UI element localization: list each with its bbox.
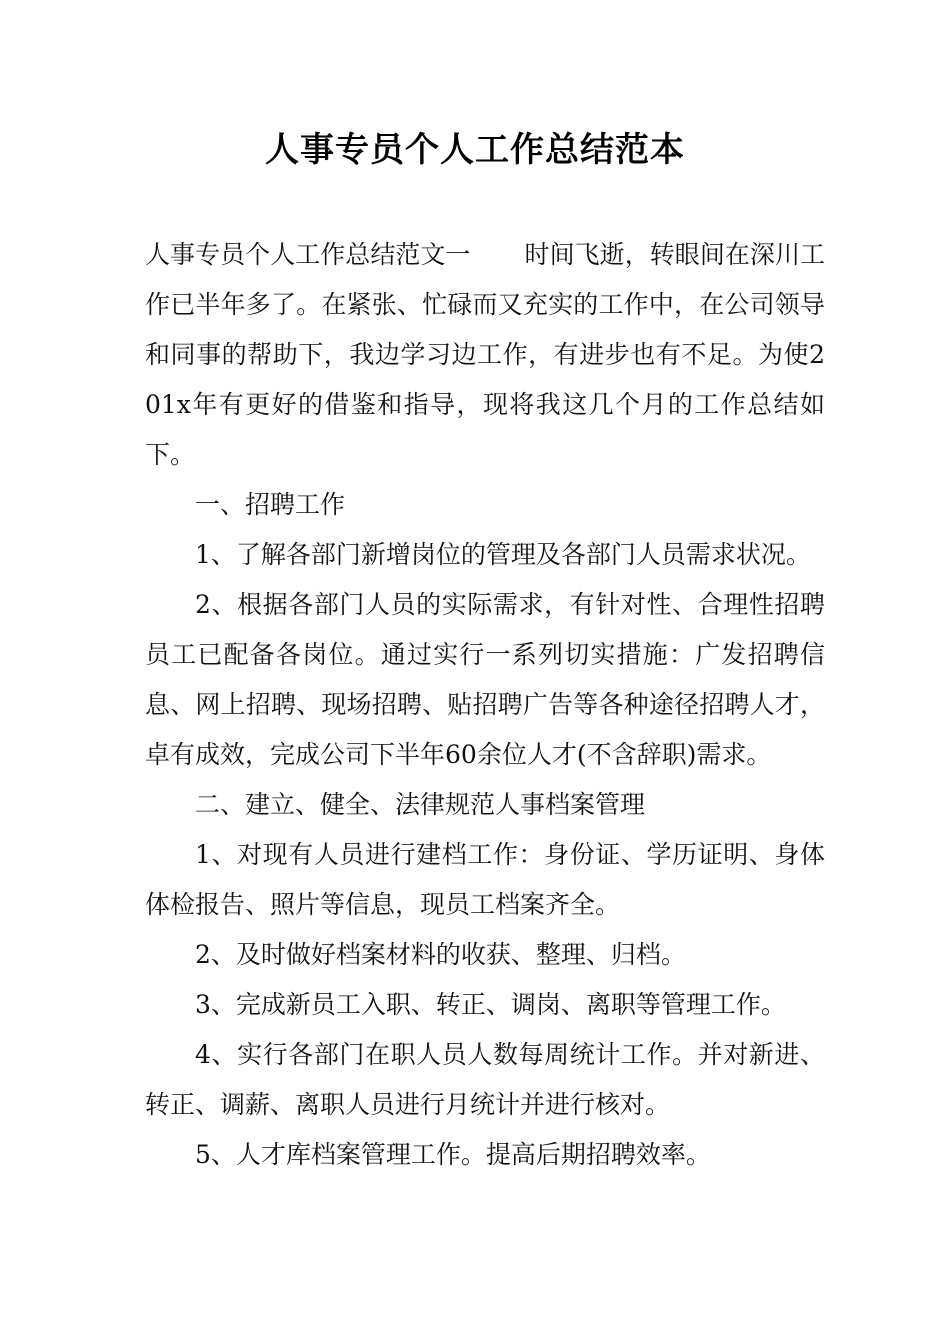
paragraph-archive-3: 3、完成新员工入职、转正、调岗、离职等管理工作。	[195, 990, 786, 1019]
intro-paragraph	[145, 230, 825, 480]
document-body	[145, 230, 825, 1180]
paragraph-archive-5: 5、人才库档案管理工作。提高后期招聘效率。	[195, 1140, 711, 1169]
paragraph-archive-1: 1、对现有人员进行建档工作：身份证、学历证明、身体体检报告、照片等信息，现员工档案齐全。	[145, 840, 825, 919]
paragraph-archive-4: 4、实行各部门在职人员人数每周统计工作。并对新进、转正、调薪、离职人员进行月统计并进行核对。	[145, 1040, 825, 1119]
section-heading-archive: 二、建立、健全、法律规范人事档案管理	[195, 790, 646, 819]
intro-lead: 人事专员个人工作总结范文一	[145, 240, 471, 269]
paragraph-recruitment-2: 2、根据各部门人员的实际需求，有针对性、合理性招聘员工已配备各岗位。通过实行一系列切实措施：广发招聘信息、网上招聘、现场招聘、贴招聘广告等各种途径招聘人才，卓有成效，完成公司下半年60余位人才(不含辞职)需求。	[145, 590, 825, 769]
paragraph-archive-2: 2、及时做好档案材料的收获、整理、归档。	[195, 940, 686, 969]
section-heading-recruitment: 一、招聘工作	[195, 490, 346, 519]
intro-text: 时间飞逝，转眼间在深川工作已半年多了。在紧张、忙碌而又充实的工作中，在公司领导和同事的帮助下，我边学习边工作，有进步也有不足。为使201x年有更好的借鉴和指导，现将我这几个月的工作总结如下。	[145, 240, 825, 469]
paragraph-recruitment-1: 1、了解各部门新增岗位的管理及各部门人员需求状况。	[195, 540, 811, 569]
document-title: 人事专员个人工作总结范本	[265, 130, 685, 170]
